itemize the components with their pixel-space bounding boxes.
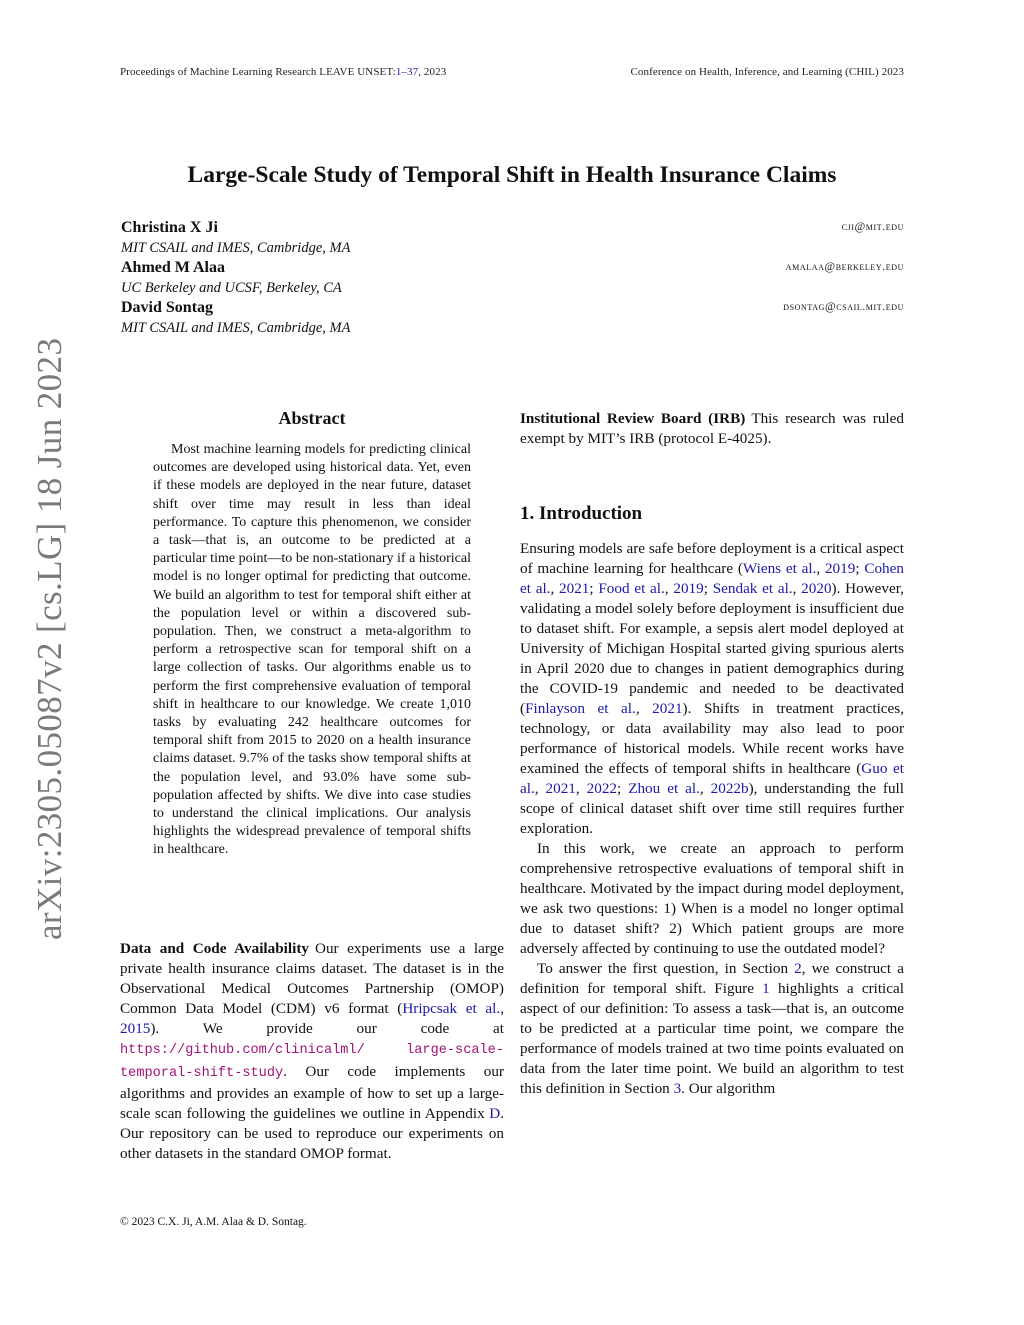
citation-year-link[interactable]: 2021 <box>545 780 576 797</box>
citation-year-link[interactable]: 2021 <box>559 580 590 597</box>
citation-year-link[interactable]: 2022b <box>710 780 749 797</box>
citation-link[interactable]: Finlayson et al. <box>525 700 636 717</box>
citation-year-link[interactable]: 2020 <box>801 580 832 597</box>
paragraph: To answer the first question, in Section 2, we construct a definition for temporal shift. Figure 1 highlights a critical aspect of our definition: To assess a task—that is, an outcome to be predicted at a particular time point, we compare the performance of models trained at two time points evaluated on data from the later time point. We build an algorithm to test this definition in Section 3. Our algorithm <box>520 960 904 1097</box>
section-ref-link[interactable]: 3 <box>673 1080 682 1097</box>
author-name: David Sontag <box>121 299 214 316</box>
abstract-text: Most machine learning models for predicting clinical outcomes are developed using historical data. Yet, even if these models are deployed in the near future, dataset shift over time may result in less than ideal performance. To capture this phenomenon, we consider a task—that is, an outcome to be predicted at a particular time point—to be non-stationary if a historical model is no longer optimal for predicting that outcome. We build an algorithm to test for temporal shift either at the population level or within a discovered sub-population. Then, we construct a meta-algorithm to perform a retrospective scan for temporal shift on a large collection of tasks. Our algorithms enable us to perform the first comprehensive evaluation of temporal shift in healthcare to our knowledge. We create 1,010 tasks by evaluating 242 healthcare outcomes for temporal shift from 2015 to 2020 on a health insurance claims dataset. 9.7% of the tasks show temporal shifts at the population level, and 93.0% have some sub-population affected by shifts. We dive into case studies to understand the clinical implications. Our analysis highlights the widespread prevalence of temporal shifts in healthcare. <box>153 442 471 858</box>
citation-link[interactable]: Sendak et al. <box>712 580 793 597</box>
citation-year-link[interactable]: 2019 <box>673 580 704 597</box>
arxiv-stamp: arXiv:2305.05087v2 [cs.LG] 18 Jun 2023 <box>30 337 69 940</box>
author-entry <box>121 298 904 338</box>
citation-link[interactable]: Wiens et al. <box>742 560 817 577</box>
citation-link[interactable]: Zhou et al. <box>628 780 700 797</box>
repo-url-link[interactable]: https://github.com/clinicalml/ large-scale-temporal-shift-study <box>120 1043 504 1081</box>
author-affiliation: UC Berkeley and UCSF, Berkeley, CA <box>121 280 342 296</box>
header-venue-left: Proceedings of Machine Learning Research LEAVE UNSET:1–37, 2023 <box>120 66 447 78</box>
data-code-heading: Data and Code Availability <box>120 940 309 957</box>
citation-link[interactable]: Hripcsak et al. <box>402 1000 501 1018</box>
author-affiliation: MIT CSAIL and IMES, Cambridge, MA <box>121 240 351 256</box>
citation-link[interactable]: Cohen et al. <box>520 560 904 597</box>
author-entry <box>121 258 904 298</box>
citation-link[interactable]: Food et al. <box>598 580 665 597</box>
author-name: Christina X Ji <box>121 219 218 236</box>
author-affiliation: MIT CSAIL and IMES, Cambridge, MA <box>121 320 351 336</box>
author-block <box>121 218 904 338</box>
author-email[interactable]: amalaa@berkeley.edu <box>785 261 904 273</box>
header-pages-link[interactable]: 1–37 <box>395 66 419 78</box>
author-entry <box>121 218 904 258</box>
appendix-ref-link[interactable]: D <box>489 1104 501 1122</box>
citation-year-link[interactable]: 2021 <box>652 700 683 717</box>
abstract-heading: Abstract <box>278 408 346 428</box>
paper-title: Large-Scale Study of Temporal Shift in Health Insurance Claims <box>187 162 837 188</box>
section-ref-link[interactable]: 2 <box>794 960 802 977</box>
citation-year-link[interactable]: 2022 <box>586 780 618 797</box>
citation-year-link[interactable]: 2015 <box>120 1020 151 1038</box>
section-heading-introduction: 1. Introduction <box>520 503 643 524</box>
author-email[interactable]: cji@mit.edu <box>841 221 904 233</box>
header-venue-right: Conference on Health, Inference, and Learning (CHIL) 2023 <box>630 66 904 78</box>
citation-year-link[interactable]: 2019 <box>824 560 856 577</box>
paragraph: In this work, we create an approach to perform comprehensive retrospective evaluations of temporal shift in healthcare. Motivated by the impact during model deployment, we ask two questions: 1) When is a model no longer optimal due to dataset shift? 2) Which patient groups are more adversely affected by continuing to use the outdated model? <box>520 840 904 957</box>
citation-link[interactable]: Guo et al. <box>520 760 904 797</box>
paragraph: Ensuring models are safe before deployment is a critical aspect of machine learning for healthcare (Wiens et al., 2019; Cohen et al., 2021; Food et al., 2019; Sendak et al., 2020). However, validating a model solely before deployment is insufficient due to dataset shift. For example, a sepsis alert model deployed at University of Michigan Hospital started giving spurious alerts in April 2020 due to changes in patient demographics during the COVID-19 pandemic and needed to be deactivated (Finlayson et al., 2021). Shifts in treatment practices, technology, or data availability may also lead to poor performance of historical models. While recent works have examined the effects of temporal shifts in healthcare (Guo et al., 2021, 2022; Zhou et al., 2022b), understanding the full scope of clinical dataset shift over time still requires further exploration. <box>520 540 904 837</box>
copyright-footer: © 2023 C.X. Ji, A.M. Alaa & D. Sontag. <box>120 1216 307 1228</box>
author-email[interactable]: dsontag@csail.mit.edu <box>783 301 904 313</box>
irb-heading: Institutional Review Board (IRB) <box>520 410 746 427</box>
introduction-body <box>520 539 904 1099</box>
figure-ref-link[interactable]: 1 <box>762 980 770 997</box>
author-name: Ahmed M Alaa <box>121 259 225 276</box>
data-code-availability: Data and Code Availability Our experiments use a large private health insurance claims dataset. The dataset is in the Observational Medical Outcomes Partnership (OMOP) Common Data Model (CDM) v6 format (Hripcsak et al., 2015). We provide our code at https://github.com/clinicalml/ large-scale-temporal-shift-study. Our code implements our algorithms and provides an example of how to set up a large-scale scan following the guidelines we outline in Appendix D. Our repository can be used to reproduce our experiments on other datasets in the standard OMOP format. <box>120 940 504 1162</box>
irb-statement: Institutional Review Board (IRB) This research was ruled exempt by MIT’s IRB (protocol E-4025). <box>520 410 904 448</box>
